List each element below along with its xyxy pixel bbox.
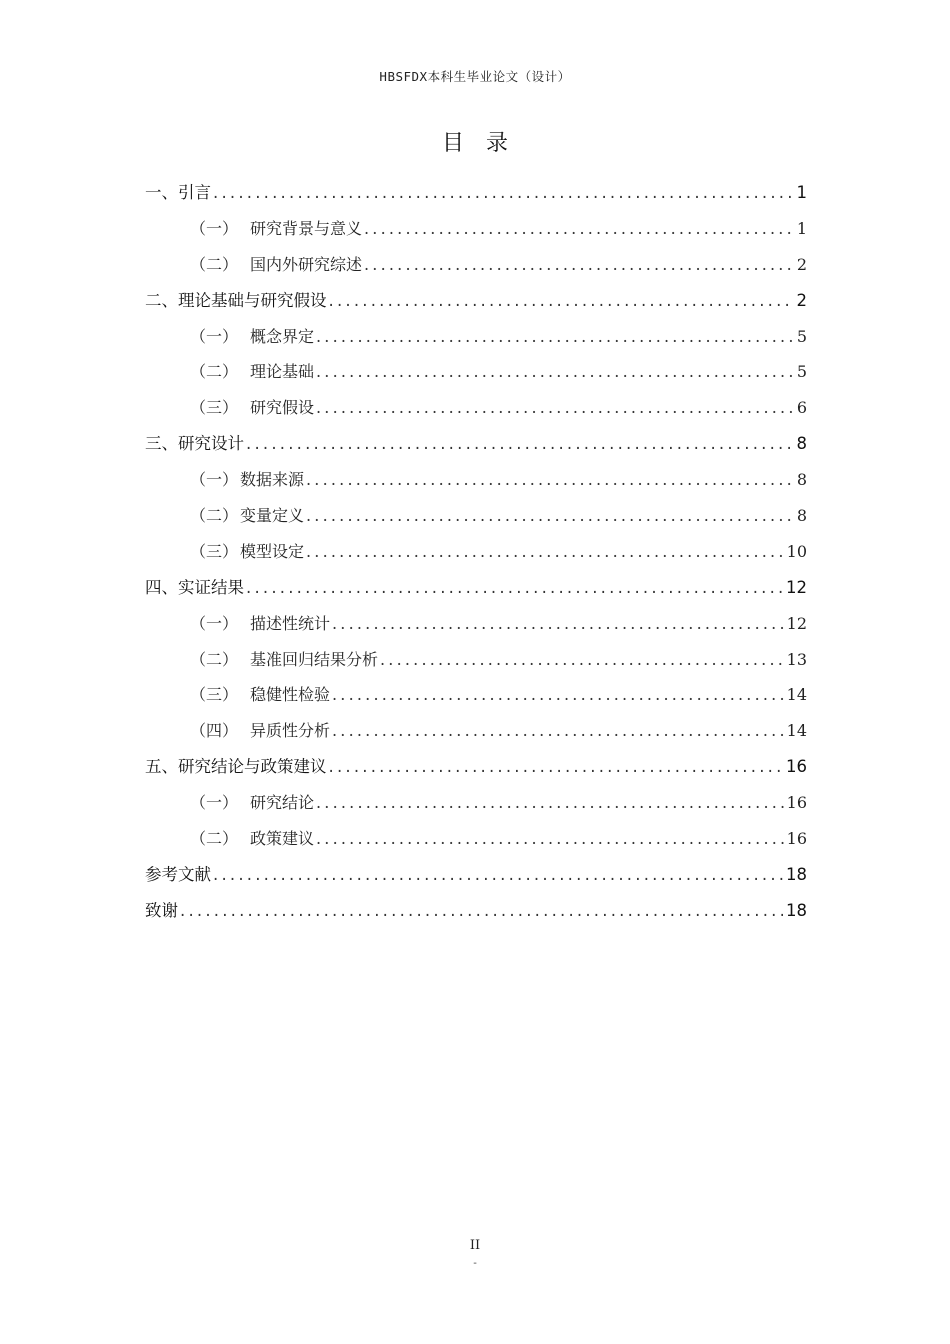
toc-dot-leader <box>316 354 794 390</box>
toc-title: 目录 <box>441 131 530 156</box>
toc-entry-label: 研究假设 <box>250 398 315 418</box>
toc-dot-leader <box>246 570 783 606</box>
toc-entry-chapter-2[interactable] <box>145 283 807 319</box>
toc-dot-leader <box>332 713 784 749</box>
toc-entry-references[interactable] <box>145 857 807 893</box>
toc-entry-page: 10 <box>786 541 807 561</box>
toc-entry-number: （一） <box>190 793 239 813</box>
toc-entry-page: 13 <box>786 649 807 669</box>
toc-dot-leader <box>380 642 784 678</box>
toc-entry-section-1-2[interactable] <box>145 247 807 283</box>
toc-entry-page: 8 <box>796 434 807 454</box>
toc-entry-page: 6 <box>796 398 807 418</box>
toc-entry-number: （三） <box>190 398 239 418</box>
toc-entry-number: （二） <box>190 649 239 669</box>
toc-entry-label: 基准回归结果分析 <box>250 649 379 669</box>
toc-entry-label: 三、研究设计 <box>145 434 244 454</box>
toc-entry-label: 一、引言 <box>145 183 211 202</box>
toc-dot-leader <box>306 462 794 498</box>
toc-dot-leader <box>306 534 784 570</box>
toc-dot-leader <box>364 247 794 283</box>
toc-entry-section-3-2[interactable] <box>145 498 807 534</box>
toc-entry-label: 政策建议 <box>250 829 315 849</box>
toc-dot-leader <box>213 857 783 893</box>
running-header: HBSFDX本科生毕业论文（设计） <box>379 69 571 84</box>
toc-entry-number: （一） <box>190 613 239 633</box>
toc-entry-chapter-1[interactable] <box>145 175 807 211</box>
toc-entry-page: 12 <box>786 613 807 633</box>
toc-entry-number: （二） <box>190 254 239 274</box>
toc-entry-number: （一） <box>190 218 239 238</box>
toc-entry-label: 数据来源 <box>240 470 305 490</box>
toc-dot-leader <box>316 390 794 426</box>
toc-entry-label: 变量定义 <box>240 506 305 526</box>
toc-dot-leader <box>213 175 794 211</box>
toc-dot-leader <box>332 677 784 713</box>
toc-entry-label: 稳健性检验 <box>250 685 331 705</box>
toc-entry-page: 16 <box>786 793 807 813</box>
toc-entry-chapter-3[interactable] <box>145 426 807 462</box>
toc-entry-number: （二） <box>190 506 239 526</box>
toc-entry-page: 5 <box>796 362 807 382</box>
toc-entry-page: 18 <box>786 864 807 884</box>
toc-entry-page: 8 <box>796 506 807 526</box>
toc-entry-page: 14 <box>786 721 807 741</box>
toc-entry-section-4-1[interactable] <box>145 606 807 642</box>
toc-entry-label: 参考文献 <box>145 864 211 884</box>
toc-entry-page: 16 <box>786 829 807 849</box>
footer-mark: - <box>473 1258 477 1269</box>
toc-entry-number: （四） <box>190 721 239 741</box>
table-of-contents <box>145 175 807 929</box>
toc-entry-section-5-2[interactable] <box>145 821 807 857</box>
toc-entry-page: 12 <box>786 577 807 597</box>
toc-entry-section-4-2[interactable] <box>145 642 807 678</box>
toc-entry-number: （二） <box>190 829 239 849</box>
toc-entry-label: 国内外研究综述 <box>250 254 363 274</box>
toc-dot-leader <box>332 606 784 642</box>
toc-entry-chapter-4[interactable] <box>145 570 807 606</box>
toc-dot-leader <box>329 749 784 785</box>
toc-entry-page: 2 <box>796 254 807 274</box>
toc-entry-label: 理论基础 <box>250 362 315 382</box>
toc-entry-label: 研究背景与意义 <box>250 218 363 238</box>
toc-entry-page: 16 <box>786 757 807 777</box>
toc-entry-number: （三） <box>190 685 239 705</box>
toc-entry-page: 5 <box>796 326 807 346</box>
toc-entry-label: 概念界定 <box>250 326 315 346</box>
toc-dot-leader <box>364 211 794 247</box>
toc-entry-section-2-1[interactable] <box>145 319 807 355</box>
toc-entry-section-3-3[interactable] <box>145 534 807 570</box>
toc-entry-label: 描述性统计 <box>250 613 331 633</box>
toc-dot-leader <box>329 283 794 319</box>
toc-dot-leader <box>316 319 794 355</box>
toc-dot-leader <box>246 426 794 462</box>
toc-dot-leader <box>180 893 783 929</box>
toc-entry-label: 异质性分析 <box>250 721 331 741</box>
toc-entry-page: 8 <box>796 470 807 490</box>
toc-entry-number: （一） <box>190 326 239 346</box>
toc-entry-label: 致谢 <box>145 900 178 920</box>
page-number: II <box>469 1238 481 1253</box>
toc-dot-leader <box>316 821 784 857</box>
toc-entry-label: 五、研究结论与政策建议 <box>145 757 327 777</box>
toc-entry-page: 14 <box>786 685 807 705</box>
toc-entry-section-1-1[interactable] <box>145 211 807 247</box>
toc-entry-page: 2 <box>796 290 807 310</box>
toc-entry-label: 四、实证结果 <box>145 577 244 597</box>
toc-entry-page: 1 <box>796 218 807 238</box>
toc-entry-number: （一） <box>190 470 239 490</box>
toc-entry-label: 二、理论基础与研究假设 <box>145 290 327 310</box>
toc-dot-leader <box>316 785 784 821</box>
toc-entry-page: 18 <box>786 900 807 920</box>
toc-entry-section-2-2[interactable] <box>145 354 807 390</box>
toc-entry-section-2-3[interactable] <box>145 390 807 426</box>
toc-entry-acknowledgements[interactable] <box>145 893 807 929</box>
toc-entry-number: （三） <box>190 541 239 561</box>
toc-entry-section-4-3[interactable] <box>145 677 807 713</box>
toc-entry-label: 模型设定 <box>240 541 305 561</box>
toc-entry-section-3-1[interactable] <box>145 462 807 498</box>
toc-entry-chapter-5[interactable] <box>145 749 807 785</box>
toc-entry-page: 1 <box>796 183 807 202</box>
toc-dot-leader <box>306 498 794 534</box>
toc-entry-section-5-1[interactable] <box>145 785 807 821</box>
toc-entry-label: 研究结论 <box>250 793 315 813</box>
toc-entry-section-4-4[interactable] <box>145 713 807 749</box>
toc-entry-number: （二） <box>190 362 239 382</box>
